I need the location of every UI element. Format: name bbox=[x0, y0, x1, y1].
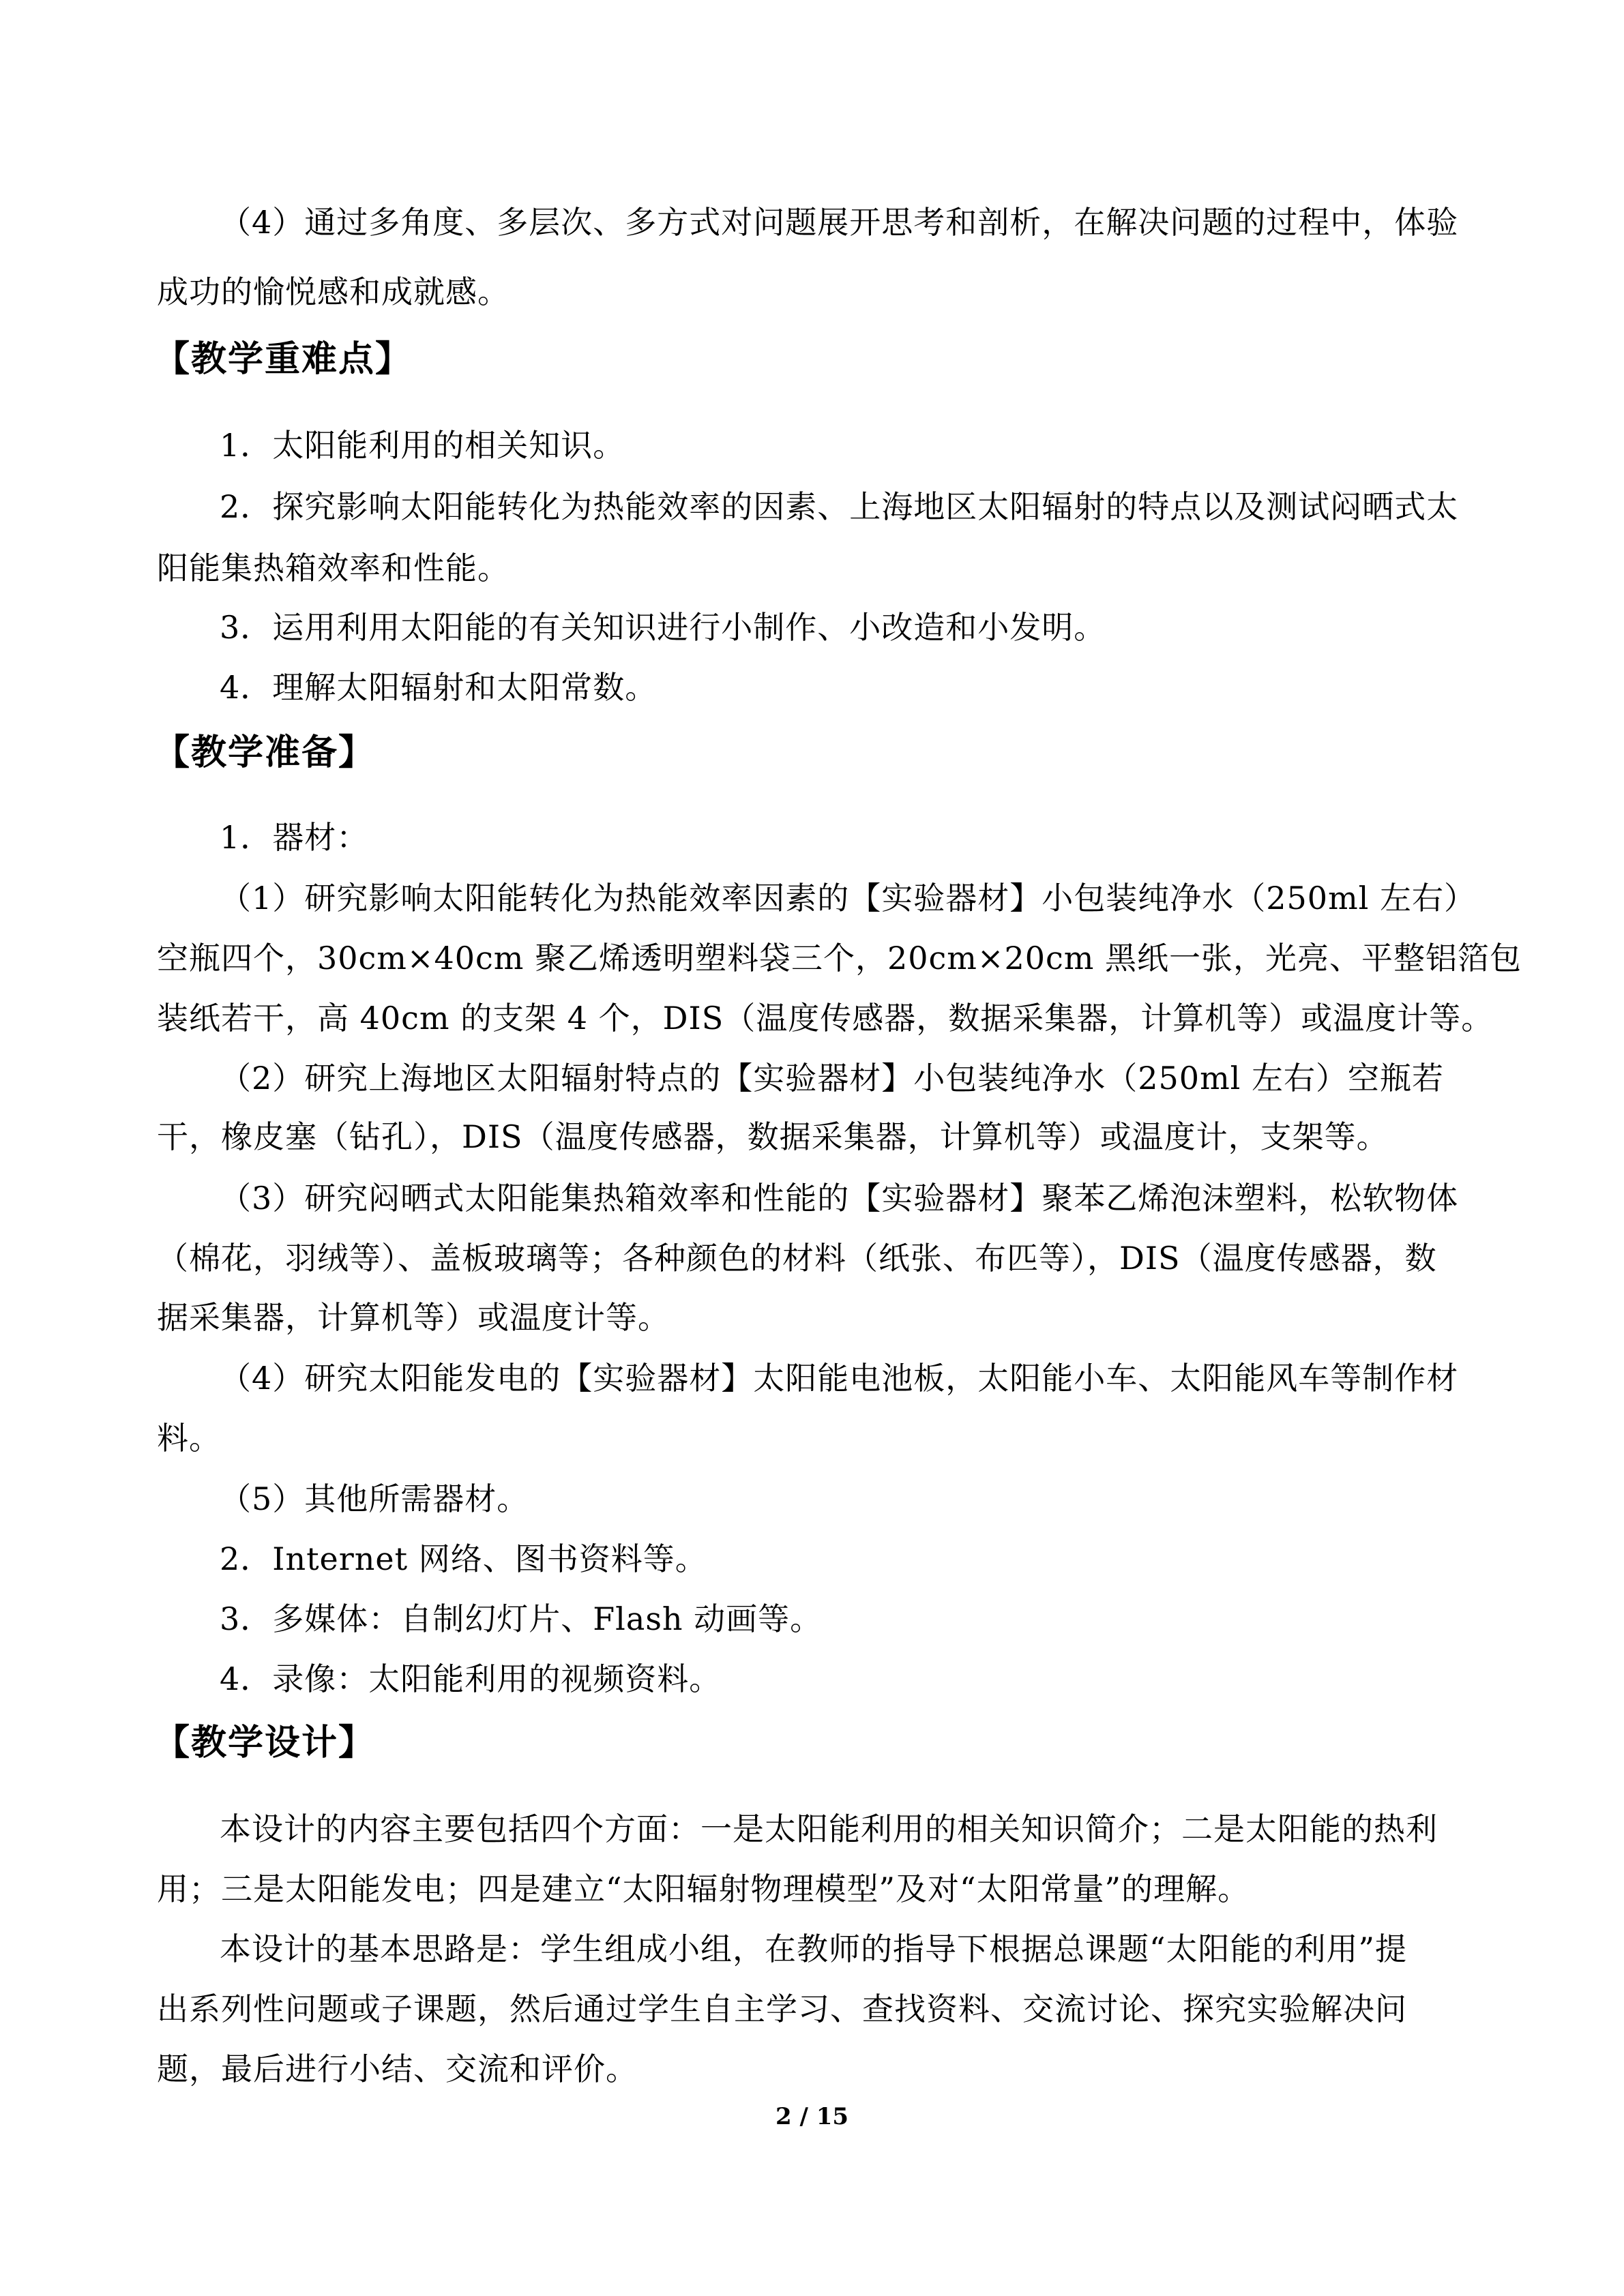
paragraph-line: （3）研究闷晒式太阳能集热箱效率和性能的【实验器材】聚苯乙烯泡沫塑料，松软物体 bbox=[220, 1180, 1459, 1217]
page-number: 2 / 15 bbox=[775, 2103, 849, 2130]
list-item: 1．器材： bbox=[220, 819, 369, 856]
paragraph-line: （4）通过多角度、多层次、多方式对问题展开思考和剖析，在解决问题的过程中，体验 bbox=[220, 204, 1459, 241]
paragraph-line: （4）研究太阳能发电的【实验器材】太阳能电池板，太阳能小车、太阳能风车等制作材 bbox=[220, 1360, 1459, 1397]
list-item: 3．运用利用太阳能的有关知识进行小制作、小改造和小发明。 bbox=[220, 609, 1106, 646]
paragraph-line: 本设计的内容主要包括四个方面：一是太阳能利用的相关知识简介；二是太阳能的热利 bbox=[220, 1810, 1438, 1847]
section-heading-preparation: 【教学准备】 bbox=[154, 732, 376, 773]
paragraph-line: 空瓶四个，30cm×40cm 聚乙烯透明塑料袋三个，20cm×20cm 黑纸一张，光亮、平整铝箔包 bbox=[157, 940, 1522, 976]
paragraph-line: 用；三是太阳能发电；四是建立“太阳辐射物理模型”及对“太阳常量”的理解。 bbox=[157, 1870, 1250, 1907]
list-item: 1．太阳能利用的相关知识。 bbox=[220, 427, 625, 464]
list-item: 4．录像：太阳能利用的视频资料。 bbox=[220, 1660, 722, 1697]
paragraph-line: 据采集器，计算机等）或温度计等。 bbox=[157, 1299, 670, 1336]
paragraph-line: （5）其他所需器材。 bbox=[220, 1480, 529, 1517]
paragraph-line: 成功的愉悦感和成就感。 bbox=[157, 273, 510, 310]
paragraph-line: 装纸若干，高 40cm 的支架 4 个，DIS（温度传感器，数据采集器，计算机等）或温度计等。 bbox=[157, 1000, 1494, 1037]
section-heading-design: 【教学设计】 bbox=[154, 1722, 376, 1763]
list-item: 2．Internet 网络、图书资料等。 bbox=[220, 1540, 707, 1577]
section-heading-key-points: 【教学重难点】 bbox=[154, 338, 413, 380]
paragraph-line: （1）研究影响太阳能转化为热能效率因素的【实验器材】小包装纯净水（250ml 左右） bbox=[220, 880, 1477, 916]
paragraph-line: 料。 bbox=[157, 1420, 221, 1457]
paragraph-line: 本设计的基本思路是：学生组成小组，在教师的指导下根据总课题“太阳能的利用”提 bbox=[220, 1930, 1408, 1967]
paragraph-line: 出系列性问题或子课题，然后通过学生自主学习、查找资料、交流讨论、探究实验解决问 bbox=[157, 1991, 1407, 2027]
paragraph-line: 题，最后进行小结、交流和评价。 bbox=[157, 2051, 638, 2087]
paragraph-line: （2）研究上海地区太阳辐射特点的【实验器材】小包装纯净水（250ml 左右）空瓶若 bbox=[220, 1060, 1445, 1097]
list-item-continuation: 阳能集热箱效率和性能。 bbox=[157, 550, 510, 586]
list-item: 2．探究影响太阳能转化为热能效率的因素、上海地区太阳辐射的特点以及测试闷晒式太 bbox=[220, 488, 1459, 525]
list-item: 3．多媒体：自制幻灯片、Flash 动画等。 bbox=[220, 1600, 823, 1637]
paragraph-line: （棉花，羽绒等）、盖板玻璃等；各种颜色的材料（纸张、布匹等），DIS（温度传感器，数 bbox=[157, 1240, 1437, 1277]
paragraph-line: 干，橡皮塞（钻孔），DIS（温度传感器，数据采集器，计算机等）或温度计，支架等。 bbox=[157, 1118, 1389, 1155]
list-item: 4．理解太阳辐射和太阳常数。 bbox=[220, 669, 658, 706]
